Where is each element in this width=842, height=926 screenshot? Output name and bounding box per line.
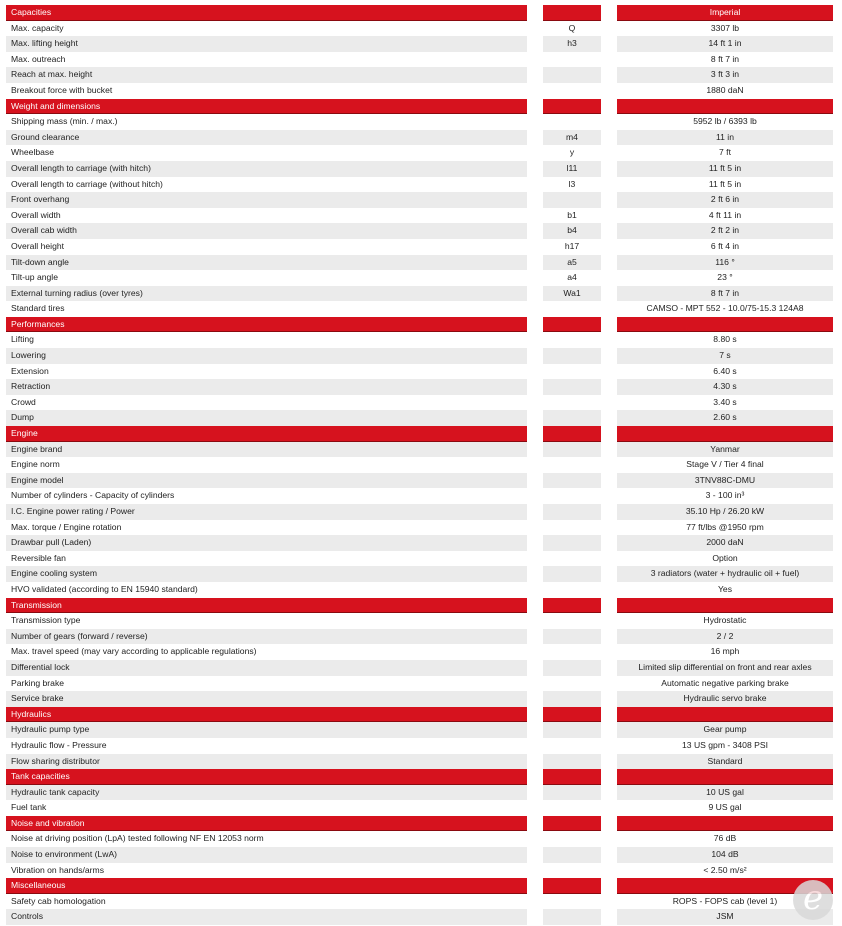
section-header-capacities: [6, 5, 834, 21]
spec-symbol: [543, 863, 601, 879]
spec-label: Max. lifting height: [6, 36, 527, 52]
spec-value: 77 ft/lbs @1950 rpm: [686, 521, 764, 532]
section-header-weight-and-dimensions: [6, 99, 834, 115]
spec-symbol: b1: [567, 209, 577, 220]
spec-symbol: [543, 722, 601, 738]
spec-symbol: [543, 473, 601, 489]
spec-label: Overall height: [11, 240, 65, 251]
section-title: Performances: [6, 317, 527, 333]
spec-symbol: a5: [543, 255, 601, 271]
section-symbol-column: [543, 816, 601, 832]
spec-label: Service brake: [6, 691, 527, 707]
spec-row: [6, 504, 834, 520]
spec-value: 3 radiators (water + hydraulic oil + fuel): [617, 566, 833, 582]
spec-symbol: [543, 410, 601, 426]
spec-row: [6, 754, 834, 770]
spec-row: [6, 21, 834, 37]
section-header-engine: [6, 426, 834, 442]
spec-value: 8.80 s: [713, 334, 737, 345]
section-title: Noise and vibration: [6, 816, 527, 832]
spec-symbol: [543, 535, 601, 551]
watermark-letter: e: [802, 878, 824, 918]
spec-row: [6, 676, 834, 692]
spec-value: 23 °: [717, 272, 733, 283]
spec-label: Standard tires: [11, 303, 65, 314]
spec-value: Hydrostatic: [703, 615, 747, 626]
spec-symbol: h3: [543, 36, 601, 52]
spec-symbol: [543, 442, 601, 458]
spec-value: Limited slip differential on front and rear axles: [617, 660, 833, 676]
spec-label: Breakout force with bucket: [11, 84, 113, 95]
spec-row: [6, 894, 834, 910]
spec-label: Wheelbase: [11, 147, 54, 158]
section-value-header: Imperial: [617, 5, 833, 21]
spec-value: CAMSO - MPT 552 - 10.0/75-15.3 124A8: [646, 303, 804, 314]
spec-label: Lowering: [6, 348, 527, 364]
spec-symbol: h17: [564, 240, 580, 251]
spec-value: 6 ft 4 in: [710, 240, 740, 251]
spec-symbol: [543, 551, 601, 567]
spec-symbol: [543, 83, 601, 99]
spec-symbol: [543, 831, 601, 847]
spec-value: Hydraulic servo brake: [617, 691, 833, 707]
spec-symbol: [543, 52, 601, 68]
spec-label: Safety cab homologation: [11, 895, 106, 906]
spec-symbol: [543, 67, 601, 83]
spec-row: [6, 566, 834, 582]
spec-row: [6, 364, 834, 380]
spec-label: Overall width: [11, 209, 61, 220]
spec-symbol: [543, 395, 601, 411]
spec-value: 2.60 s: [617, 410, 833, 426]
section-symbol-column: [543, 426, 601, 442]
spec-row: [6, 36, 834, 52]
spec-value: Stage V / Tier 4 final: [686, 459, 764, 470]
spec-symbol: [543, 488, 601, 504]
spec-symbol: [543, 676, 601, 692]
spec-label: Overall length to carriage (with hitch): [6, 161, 527, 177]
section-symbol-column: [543, 99, 601, 115]
spec-label: Max. outreach: [11, 53, 66, 64]
spec-label: I.C. Engine power rating / Power: [6, 504, 527, 520]
spec-row: [6, 785, 834, 801]
spec-row: [6, 644, 834, 660]
spec-label: Fuel tank: [11, 802, 47, 813]
spec-row: [6, 286, 834, 302]
spec-row: [6, 847, 834, 863]
spec-label: Noise to environment (LwA): [6, 847, 527, 863]
spec-value: 76 dB: [713, 833, 737, 844]
spec-value: 11 in: [617, 130, 833, 146]
spec-row: [6, 551, 834, 567]
spec-symbol: [543, 629, 601, 645]
spec-label: Hydraulic pump type: [6, 722, 527, 738]
spec-symbol: m4: [543, 130, 601, 146]
spec-row: [6, 255, 834, 271]
spec-value: 104 dB: [617, 847, 833, 863]
spec-row: [6, 239, 834, 255]
section-title: Tank capacities: [6, 769, 527, 785]
spec-symbol: [543, 613, 601, 629]
spec-label: Lifting: [11, 334, 34, 345]
spec-row: [6, 177, 834, 193]
section-symbol-column: [543, 598, 601, 614]
spec-row: [6, 348, 834, 364]
spec-row: [6, 535, 834, 551]
spec-label: Retraction: [6, 379, 527, 395]
section-value-header: [617, 426, 833, 442]
spec-row: [6, 520, 834, 536]
spec-symbol: [543, 364, 601, 380]
spec-label: Parking brake: [11, 677, 65, 688]
spec-symbol: b4: [543, 223, 601, 239]
section-title: Engine: [6, 426, 527, 442]
spec-row: [6, 270, 834, 286]
section-symbol-column: [543, 769, 601, 785]
spec-value: 5952 lb / 6393 lb: [693, 116, 757, 127]
spec-value: 16 mph: [710, 646, 740, 657]
spec-symbol: [543, 457, 601, 473]
spec-label: Number of cylinders - Capacity of cylinders: [11, 490, 175, 501]
section-value-header: [617, 769, 833, 785]
spec-label: Ground clearance: [6, 130, 527, 146]
section-symbol-column: [543, 707, 601, 723]
spec-label: Reversible fan: [11, 552, 66, 563]
spec-row: [6, 613, 834, 629]
spec-label: Engine brand: [6, 442, 527, 458]
spec-symbol: [543, 379, 601, 395]
spec-value: 8 ft 7 in: [617, 286, 833, 302]
spec-label: Tilt-down angle: [6, 255, 527, 271]
spec-value: 1880 daN: [706, 84, 744, 95]
spec-symbol: [543, 785, 601, 801]
spec-label: Front overhang: [6, 192, 527, 208]
spec-symbol: Q: [568, 22, 576, 33]
spec-label: Tilt-up angle: [11, 272, 58, 283]
spec-value: Gear pump: [617, 722, 833, 738]
spec-row: [6, 130, 834, 146]
spec-value: Option: [712, 552, 738, 563]
spec-row: [6, 395, 834, 411]
spec-symbol: [543, 520, 601, 536]
spec-symbol: a4: [567, 272, 577, 283]
spec-label: Transmission type: [11, 615, 81, 626]
spec-label: External turning radius (over tyres): [6, 286, 527, 302]
spec-label: HVO validated (according to EN 15940 standard): [11, 583, 198, 594]
spec-symbol: [543, 566, 601, 582]
spec-symbol: [543, 644, 601, 660]
spec-label: Hydraulic flow - Pressure: [11, 739, 107, 750]
section-symbol-column: [543, 878, 601, 894]
spec-row: [6, 800, 834, 816]
spec-value: 3307 lb: [710, 22, 740, 33]
spec-label: Max. torque / Engine rotation: [11, 521, 122, 532]
section-value-header: [617, 816, 833, 832]
spec-row: [6, 738, 834, 754]
spec-symbol: [543, 348, 601, 364]
spec-symbol: [543, 332, 601, 348]
spec-value: 6.40 s: [713, 365, 737, 376]
spec-label: Crowd: [11, 396, 36, 407]
spec-row: [6, 379, 834, 395]
section-value-header: [617, 598, 833, 614]
spec-value: 13 US gpm - 3408 PSI: [682, 739, 768, 750]
spec-value: 4 ft 11 in: [708, 209, 742, 220]
section-value-header: [617, 317, 833, 333]
spec-row: [6, 442, 834, 458]
spec-label: Flow sharing distributor: [6, 754, 527, 770]
spec-row: [6, 473, 834, 489]
spec-symbol: [543, 738, 601, 754]
spec-label: Extension: [11, 365, 49, 376]
spec-symbol: [543, 301, 601, 317]
spec-label: Controls: [6, 909, 527, 925]
spec-symbol: l11: [543, 161, 601, 177]
spec-value: Automatic negative parking brake: [661, 677, 789, 688]
section-header-noise-and-vibration: [6, 816, 834, 832]
section-title: Capacities: [6, 5, 527, 21]
spec-value: 3 - 100 in³: [705, 490, 745, 501]
spec-table: [6, 5, 834, 925]
spec-symbol: [543, 504, 601, 520]
spec-label: Overall cab width: [6, 223, 527, 239]
spec-row: [6, 831, 834, 847]
spec-row: [6, 301, 834, 317]
spec-label: Shipping mass (min. / max.): [11, 116, 118, 127]
spec-value: 4.30 s: [617, 379, 833, 395]
spec-value: Standard: [617, 754, 833, 770]
spec-value: 7 s: [617, 348, 833, 364]
section-symbol-column: [543, 317, 601, 333]
spec-value: ROPS - FOPS cab (level 1): [672, 895, 778, 906]
spec-value: 2 ft 6 in: [617, 192, 833, 208]
spec-row: [6, 722, 834, 738]
spec-symbol: [543, 909, 601, 925]
spec-row: [6, 161, 834, 177]
spec-value: 3 ft 3 in: [617, 67, 833, 83]
spec-symbol: [543, 582, 601, 598]
spec-value: JSM: [617, 909, 833, 925]
spec-row: [6, 909, 834, 925]
spec-row: [6, 410, 834, 426]
section-header-performances: [6, 317, 834, 333]
spec-value: Yanmar: [617, 442, 833, 458]
spec-row: [6, 192, 834, 208]
spec-symbol: [543, 691, 601, 707]
spec-value: 116 °: [617, 255, 833, 271]
section-header-hydraulics: [6, 707, 834, 723]
spec-label: Overall length to carriage (without hitch): [11, 178, 163, 189]
spec-symbol: [543, 192, 601, 208]
spec-value: 3.40 s: [713, 396, 737, 407]
spec-label: Engine cooling system: [6, 566, 527, 582]
spec-row: [6, 629, 834, 645]
spec-row: [6, 488, 834, 504]
section-title: Miscellaneous: [6, 878, 527, 894]
spec-value: 2 ft 2 in: [617, 223, 833, 239]
spec-symbol: [543, 894, 601, 910]
section-header-miscellaneous: [6, 878, 834, 894]
section-title: Transmission: [6, 598, 527, 614]
spec-label: Max. capacity: [11, 22, 64, 33]
spec-symbol: [543, 800, 601, 816]
spec-value: 10 US gal: [617, 785, 833, 801]
spec-row: [6, 52, 834, 68]
spec-label: Engine model: [6, 473, 527, 489]
spec-row: [6, 67, 834, 83]
section-title: Weight and dimensions: [6, 99, 527, 115]
spec-symbol: [543, 114, 601, 130]
spec-symbol: Wa1: [543, 286, 601, 302]
spec-value: 14 ft 1 in: [617, 36, 833, 52]
spec-value: 11 ft 5 in: [617, 161, 833, 177]
spec-symbol: l3: [568, 178, 576, 189]
spec-value: 3TNV88C-DMU: [617, 473, 833, 489]
spec-row: [6, 83, 834, 99]
section-symbol-column: [543, 5, 601, 21]
spec-value: < 2.50 m/s²: [703, 864, 747, 875]
spec-symbol: y: [569, 147, 575, 158]
spec-label: Vibration on hands/arms: [11, 864, 104, 875]
spec-label: Noise at driving position (LpA) tested following NF EN 12053 norm: [11, 833, 264, 844]
spec-label: Max. travel speed (may vary according to applicable regulations): [11, 646, 257, 657]
spec-symbol: [543, 754, 601, 770]
spec-row: [6, 457, 834, 473]
spec-row: [6, 660, 834, 676]
spec-row: [6, 223, 834, 239]
spec-value: 9 US gal: [708, 802, 742, 813]
section-title: Hydraulics: [6, 707, 527, 723]
section-value-header: [617, 707, 833, 723]
section-header-transmission: [6, 598, 834, 614]
spec-label: Engine norm: [11, 459, 60, 470]
spec-value: 2 / 2: [617, 629, 833, 645]
spec-symbol: [543, 847, 601, 863]
spec-value: 7 ft: [719, 147, 731, 158]
spec-label: Number of gears (forward / reverse): [6, 629, 527, 645]
spec-value: 35.10 Hp / 26.20 kW: [617, 504, 833, 520]
spec-label: Reach at max. height: [6, 67, 527, 83]
spec-label: Differential lock: [6, 660, 527, 676]
spec-label: Drawbar pull (Laden): [6, 535, 527, 551]
spec-value: 2000 daN: [617, 535, 833, 551]
spec-value: 8 ft 7 in: [710, 53, 740, 64]
section-header-tank-capacities: [6, 769, 834, 785]
spec-label: Hydraulic tank capacity: [6, 785, 527, 801]
section-value-header: [617, 99, 833, 115]
spec-row: [6, 582, 834, 598]
spec-row: [6, 208, 834, 224]
spec-row: [6, 145, 834, 161]
spec-row: [6, 332, 834, 348]
spec-label: Dump: [6, 410, 527, 426]
spec-value: Yes: [717, 583, 733, 594]
spec-row: [6, 114, 834, 130]
equipment-logo-icon: [793, 880, 833, 920]
spec-symbol: [543, 660, 601, 676]
spec-row: [6, 691, 834, 707]
spec-row: [6, 863, 834, 879]
spec-value: 11 ft 5 in: [708, 178, 742, 189]
